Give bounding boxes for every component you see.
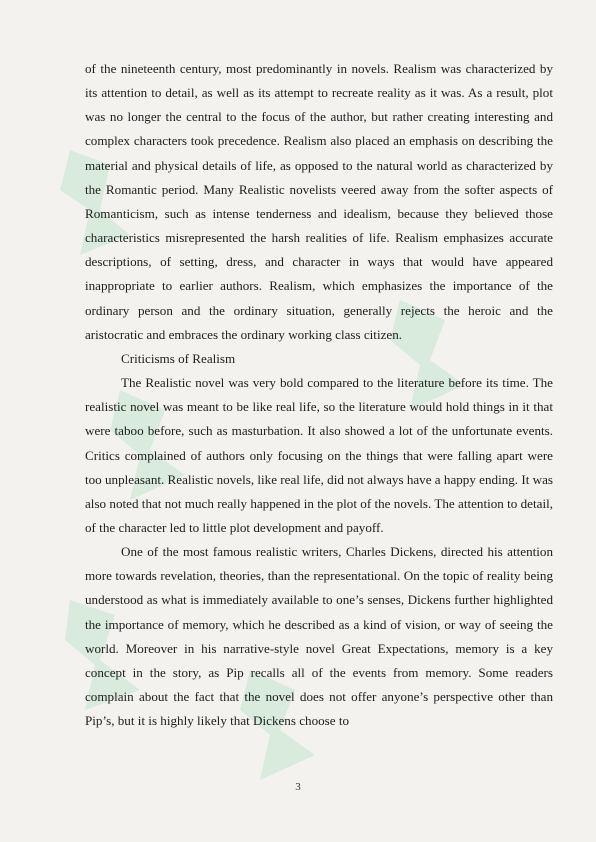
paragraph-realism-intro: of the nineteenth century, most predominantly in novels. Realism was characterized by its attention to detail, as well as its attempt to recreate reality as it was. As a result, plot was no longer the central to the focus of the author, but rather creating interesting and complex characters took precedence. Realism also placed an emphasis on describing the material and physical details of life, as opposed to the natural world as characterized by the Romantic period. Many Realistic novelists veered away from the softer aspects of Romanticism, such as intense tenderness and idealism, because they believed those characteristics misrepresented the harsh realities of life. Realism emphasizes accurate descriptions, of setting, dress, and character in ways that would have appeared inappropriate to earlier authors. Realism, which emphasizes the importance of the ordinary person and the ordinary situation, generally rejects the heroic and the aristocratic and embraces the ordinary working class citizen. <box>85 61 553 342</box>
paragraph-dickens: One of the most famous realistic writers, Charles Dickens, directed his attention more towards revelation, theories, than the representational. On the topic of reality being understood as what is immediately available to one’s senses, Dickens further highlighted the importance of memory, which he described as a kind of vision, or way of seeing the world. Moreover in his narrative-style novel Great Expectations, memory is a key concept in the story, as Pip recalls all of the events from memory. Some readers complain about the fact that the novel does not offer anyone’s perspective other than Pip’s, but it is highly likely that Dickens choose to <box>85 544 553 729</box>
page-number: 3 <box>295 781 301 793</box>
paragraph-criticisms: The Realistic novel was very bold compared to the literature before its time. The realistic novel was meant to be like real life, so the literature would hold things in it that were taboo before, such as masturbation. It also showed a lot of the unfortunate events. Critics complained of authors only focusing on the things that were falling apart were too unpleasant. Realistic novels, like real life, did not always have a happy ending. It was also noted that not much really happened in the plot of the novels. The attention to detail, of the character led to little plot development and payoff. <box>85 375 553 535</box>
section-heading: Criticisms of Realism <box>121 350 236 366</box>
document-body <box>85 57 553 733</box>
